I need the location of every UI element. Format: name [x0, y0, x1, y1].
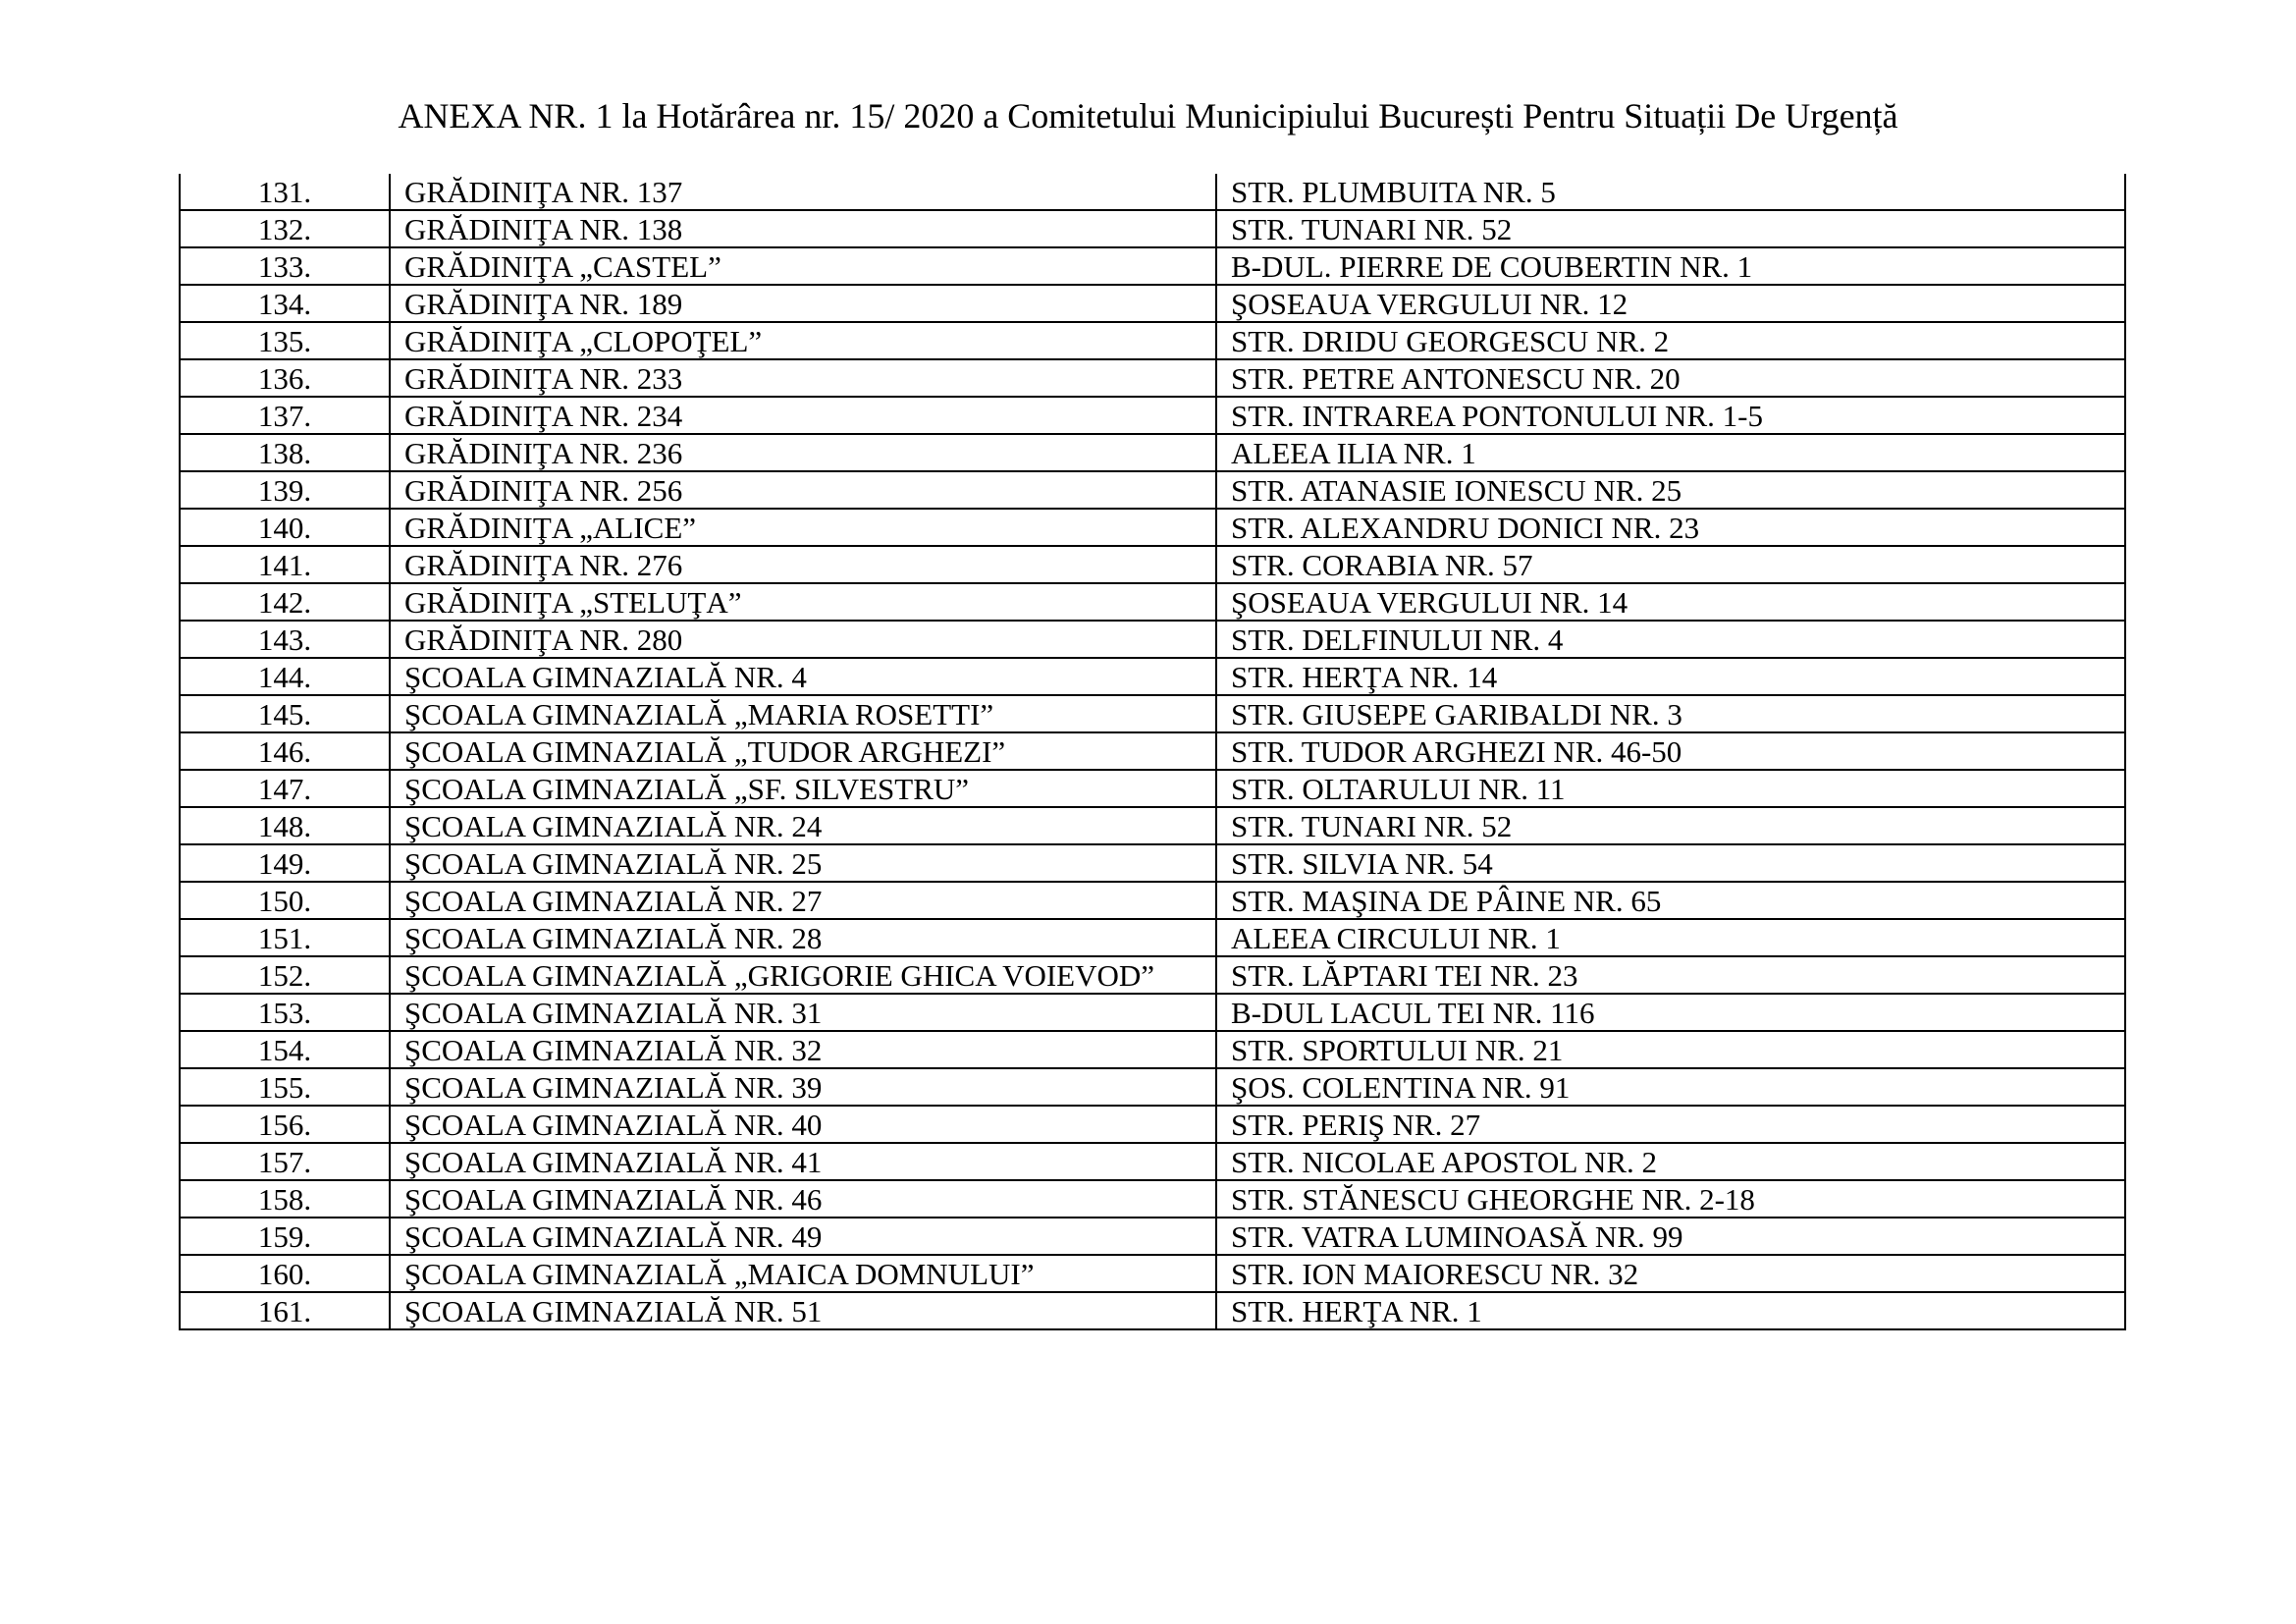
row-number-cell: 153. — [180, 994, 390, 1031]
table-row — [180, 247, 2125, 285]
table-row — [180, 397, 2125, 434]
table-row — [180, 1218, 2125, 1255]
address-cell: STR. ION MAIORESCU NR. 32 — [1216, 1255, 2125, 1292]
table-row — [180, 322, 2125, 359]
row-number-cell: 141. — [180, 546, 390, 583]
row-number-cell: 147. — [180, 770, 390, 807]
table-row — [180, 695, 2125, 732]
table-row — [180, 1255, 2125, 1292]
institution-name-cell: GRĂDINIŢA „STELUŢA” — [390, 583, 1216, 621]
table-row — [180, 509, 2125, 546]
row-number-cell: 131. — [180, 174, 390, 210]
table-body — [180, 174, 2125, 1329]
row-number-cell: 149. — [180, 844, 390, 882]
address-cell: STR. PERIŞ NR. 27 — [1216, 1106, 2125, 1143]
table-row — [180, 621, 2125, 658]
address-cell: STR. DRIDU GEORGESCU NR. 2 — [1216, 322, 2125, 359]
address-cell: STR. PETRE ANTONESCU NR. 20 — [1216, 359, 2125, 397]
address-cell: STR. GIUSEPE GARIBALDI NR. 3 — [1216, 695, 2125, 732]
address-cell: STR. TUDOR ARGHEZI NR. 46-50 — [1216, 732, 2125, 770]
table-row — [180, 770, 2125, 807]
table-row — [180, 844, 2125, 882]
institution-name-cell: GRĂDINIŢA NR. 236 — [390, 434, 1216, 471]
institution-name-cell: ŞCOALA GIMNAZIALĂ NR. 40 — [390, 1106, 1216, 1143]
address-cell: ALEEA ILIA NR. 1 — [1216, 434, 2125, 471]
table-row — [180, 583, 2125, 621]
row-number-cell: 144. — [180, 658, 390, 695]
row-number-cell: 157. — [180, 1143, 390, 1180]
row-number-cell: 140. — [180, 509, 390, 546]
table-row — [180, 546, 2125, 583]
row-number-cell: 133. — [180, 247, 390, 285]
row-number-cell: 132. — [180, 210, 390, 247]
institution-name-cell: GRĂDINIŢA NR. 137 — [390, 174, 1216, 210]
institution-name-cell: ŞCOALA GIMNAZIALĂ NR. 28 — [390, 919, 1216, 956]
institution-name-cell: GRĂDINIŢA „CASTEL” — [390, 247, 1216, 285]
institution-name-cell: ŞCOALA GIMNAZIALĂ „SF. SILVESTRU” — [390, 770, 1216, 807]
table-row — [180, 994, 2125, 1031]
row-number-cell: 142. — [180, 583, 390, 621]
table-row — [180, 732, 2125, 770]
institution-name-cell: GRĂDINIŢA NR. 276 — [390, 546, 1216, 583]
address-cell: STR. ATANASIE IONESCU NR. 25 — [1216, 471, 2125, 509]
row-number-cell: 138. — [180, 434, 390, 471]
institution-name-cell: ŞCOALA GIMNAZIALĂ NR. 31 — [390, 994, 1216, 1031]
table-row — [180, 919, 2125, 956]
row-number-cell: 160. — [180, 1255, 390, 1292]
address-cell: STR. SILVIA NR. 54 — [1216, 844, 2125, 882]
address-cell: ŞOSEAUA VERGULUI NR. 12 — [1216, 285, 2125, 322]
table-row — [180, 1068, 2125, 1106]
row-number-cell: 159. — [180, 1218, 390, 1255]
table-row — [180, 471, 2125, 509]
row-number-cell: 143. — [180, 621, 390, 658]
schools-table — [179, 174, 2126, 1330]
institution-name-cell: GRĂDINIŢA NR. 234 — [390, 397, 1216, 434]
institution-name-cell: ŞCOALA GIMNAZIALĂ NR. 41 — [390, 1143, 1216, 1180]
institution-name-cell: ŞCOALA GIMNAZIALĂ NR. 49 — [390, 1218, 1216, 1255]
table-row — [180, 1106, 2125, 1143]
row-number-cell: 135. — [180, 322, 390, 359]
address-cell: STR. TUNARI NR. 52 — [1216, 807, 2125, 844]
address-cell: STR. SPORTULUI NR. 21 — [1216, 1031, 2125, 1068]
institution-name-cell: ŞCOALA GIMNAZIALĂ NR. 4 — [390, 658, 1216, 695]
institution-name-cell: ŞCOALA GIMNAZIALĂ „MARIA ROSETTI” — [390, 695, 1216, 732]
institution-name-cell: ŞCOALA GIMNAZIALĂ NR. 32 — [390, 1031, 1216, 1068]
address-cell: STR. CORABIA NR. 57 — [1216, 546, 2125, 583]
row-number-cell: 146. — [180, 732, 390, 770]
row-number-cell: 152. — [180, 956, 390, 994]
table-row — [180, 658, 2125, 695]
row-number-cell: 155. — [180, 1068, 390, 1106]
row-number-cell: 134. — [180, 285, 390, 322]
table-row — [180, 434, 2125, 471]
address-cell: STR. PLUMBUITA NR. 5 — [1216, 174, 2125, 210]
table-row — [180, 1292, 2125, 1329]
table-row — [180, 359, 2125, 397]
address-cell: STR. MAŞINA DE PÂINE NR. 65 — [1216, 882, 2125, 919]
table-row — [180, 1143, 2125, 1180]
institution-name-cell: GRĂDINIŢA NR. 256 — [390, 471, 1216, 509]
table-row — [180, 956, 2125, 994]
row-number-cell: 145. — [180, 695, 390, 732]
table-row — [180, 174, 2125, 210]
table-row — [180, 1031, 2125, 1068]
address-cell: ALEEA CIRCULUI NR. 1 — [1216, 919, 2125, 956]
table-row — [180, 1180, 2125, 1218]
institution-name-cell: ŞCOALA GIMNAZIALĂ NR. 46 — [390, 1180, 1216, 1218]
row-number-cell: 150. — [180, 882, 390, 919]
institution-name-cell: ŞCOALA GIMNAZIALĂ „MAICA DOMNULUI” — [390, 1255, 1216, 1292]
table-row — [180, 807, 2125, 844]
table-row — [180, 882, 2125, 919]
address-cell: STR. NICOLAE APOSTOL NR. 2 — [1216, 1143, 2125, 1180]
address-cell: STR. HERŢA NR. 1 — [1216, 1292, 2125, 1329]
address-cell: ŞOS. COLENTINA NR. 91 — [1216, 1068, 2125, 1106]
address-cell: STR. INTRAREA PONTONULUI NR. 1-5 — [1216, 397, 2125, 434]
address-cell: STR. VATRA LUMINOASĂ NR. 99 — [1216, 1218, 2125, 1255]
address-cell: STR. HERŢA NR. 14 — [1216, 658, 2125, 695]
address-cell: STR. OLTARULUI NR. 11 — [1216, 770, 2125, 807]
institution-name-cell: GRĂDINIŢA NR. 280 — [390, 621, 1216, 658]
institution-name-cell: GRĂDINIŢA NR. 138 — [390, 210, 1216, 247]
address-cell: STR. STĂNESCU GHEORGHE NR. 2-18 — [1216, 1180, 2125, 1218]
institution-name-cell: ŞCOALA GIMNAZIALĂ NR. 39 — [390, 1068, 1216, 1106]
row-number-cell: 136. — [180, 359, 390, 397]
institution-name-cell: ŞCOALA GIMNAZIALĂ NR. 27 — [390, 882, 1216, 919]
address-cell: STR. TUNARI NR. 52 — [1216, 210, 2125, 247]
address-cell: B-DUL LACUL TEI NR. 116 — [1216, 994, 2125, 1031]
table-row — [180, 210, 2125, 247]
address-cell: STR. LĂPTARI TEI NR. 23 — [1216, 956, 2125, 994]
row-number-cell: 156. — [180, 1106, 390, 1143]
row-number-cell: 137. — [180, 397, 390, 434]
row-number-cell: 139. — [180, 471, 390, 509]
institution-name-cell: ŞCOALA GIMNAZIALĂ NR. 51 — [390, 1292, 1216, 1329]
institution-name-cell: GRĂDINIŢA NR. 233 — [390, 359, 1216, 397]
row-number-cell: 151. — [180, 919, 390, 956]
institution-name-cell: ŞCOALA GIMNAZIALĂ NR. 25 — [390, 844, 1216, 882]
institution-name-cell: ŞCOALA GIMNAZIALĂ „TUDOR ARGHEZI” — [390, 732, 1216, 770]
institution-name-cell: GRĂDINIŢA NR. 189 — [390, 285, 1216, 322]
address-cell: B-DUL. PIERRE DE COUBERTIN NR. 1 — [1216, 247, 2125, 285]
row-number-cell: 158. — [180, 1180, 390, 1218]
row-number-cell: 154. — [180, 1031, 390, 1068]
institution-name-cell: ŞCOALA GIMNAZIALĂ „GRIGORIE GHICA VOIEVOD” — [390, 956, 1216, 994]
table-row — [180, 285, 2125, 322]
address-cell: STR. ALEXANDRU DONICI NR. 23 — [1216, 509, 2125, 546]
address-cell: STR. DELFINULUI NR. 4 — [1216, 621, 2125, 658]
row-number-cell: 161. — [180, 1292, 390, 1329]
institution-name-cell: ŞCOALA GIMNAZIALĂ NR. 24 — [390, 807, 1216, 844]
address-cell: ŞOSEAUA VERGULUI NR. 14 — [1216, 583, 2125, 621]
institution-name-cell: GRĂDINIŢA „ALICE” — [390, 509, 1216, 546]
page-title: ANEXA NR. 1 la Hotărârea nr. 15/ 2020 a Comitetului Municipiului București Pentru Situații De Urgență — [398, 96, 1898, 135]
institution-name-cell: GRĂDINIŢA „CLOPOŢEL” — [390, 322, 1216, 359]
row-number-cell: 148. — [180, 807, 390, 844]
